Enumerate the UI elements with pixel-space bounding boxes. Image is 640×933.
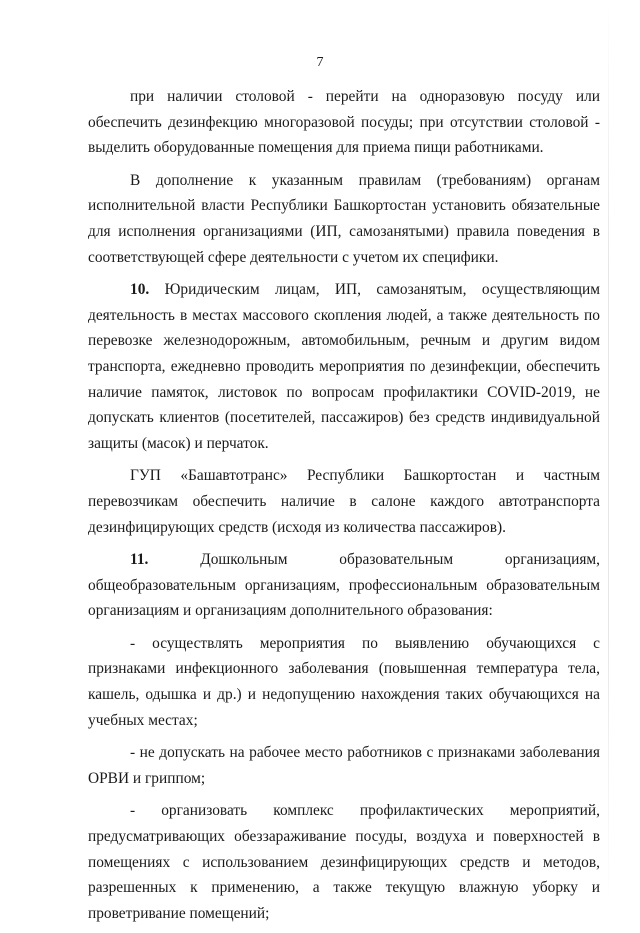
paragraph-text: - организовать комплекс профилактических мероприятий, предусматривающих обеззараживание посуды, воздуха и поверхностей в помещениях с использованием дезинфицирующих средств и методов, разрешенных к применению, а также текущую влажную уборку и проветривание помещений; bbox=[88, 802, 600, 922]
paragraph-text: В дополнение к указанным правилам (требованиям) органам исполнительной власти Республики Башкортостан установить обязательные для исполнения организациями (ИП, самозанятыми) правила поведения в соответствующей сфере деятельности с учетом их специфики. bbox=[88, 171, 600, 266]
paragraph-item-11 bbox=[88, 547, 600, 624]
list-item-no-sick-workers bbox=[88, 740, 600, 791]
paragraph-text: Дошкольным образовательным организациям, общеобразовательным организациям, профессиональным образовательным организациям и организациям дополнительного образования: bbox=[88, 551, 600, 620]
paragraph-text: при наличии столовой - перейти на одноразовую посуду или обеспечить дезинфекцию многоразовой посуды; при отсутствии столовой - выделить оборудованные помещения для приема пищи работниками. bbox=[88, 88, 600, 157]
list-item-detect-students bbox=[88, 631, 600, 733]
paragraph-canteen bbox=[88, 84, 600, 161]
page-number: 7 bbox=[316, 55, 324, 70]
paragraph-executive-authorities bbox=[88, 168, 600, 270]
paragraph-text: - осуществлять мероприятия по выявлению обучающихся с признаками инфекционного заболевания (повышенная температура тела, кашель, одышка и др.) и недопущению нахождения таких обучающихся на учебных местах; bbox=[88, 634, 600, 729]
item-number: 10. bbox=[130, 281, 150, 299]
paragraph-text: ГУП «Башавтотранс» Республики Башкортостан и частным перевозчикам обеспечить наличие в салоне каждого автотранспорта дезинфицирующих средств (исходя из количества пассажиров). bbox=[88, 467, 600, 536]
document-body bbox=[88, 84, 600, 933]
item-number: 11. bbox=[130, 551, 149, 569]
scan-edge-mark bbox=[608, 0, 609, 905]
paragraph-text: - не допускать на рабочее место работников с признаками заболевания ОРВИ и гриппом; bbox=[88, 744, 600, 787]
paragraph-text: Юридическим лицам, ИП, самозанятым, осуществляющим деятельность в местах массового скопления людей, а также деятельность по перевозке железнодорожным, автомобильным, речным и другим видом транспорта, ежедневно проводить мероприятия по дезинфекции, обеспечить наличие памяток, листовок по вопросам профилактики COVID-2019, не допускать клиентов (посетителей, пассажиров) без средств индивидуальной защиты (масок) и перчаток. bbox=[88, 281, 600, 452]
paragraph-bashavtotrans bbox=[88, 463, 600, 540]
paragraph-item-10 bbox=[88, 277, 600, 456]
list-item-preventive-measures bbox=[88, 798, 600, 926]
